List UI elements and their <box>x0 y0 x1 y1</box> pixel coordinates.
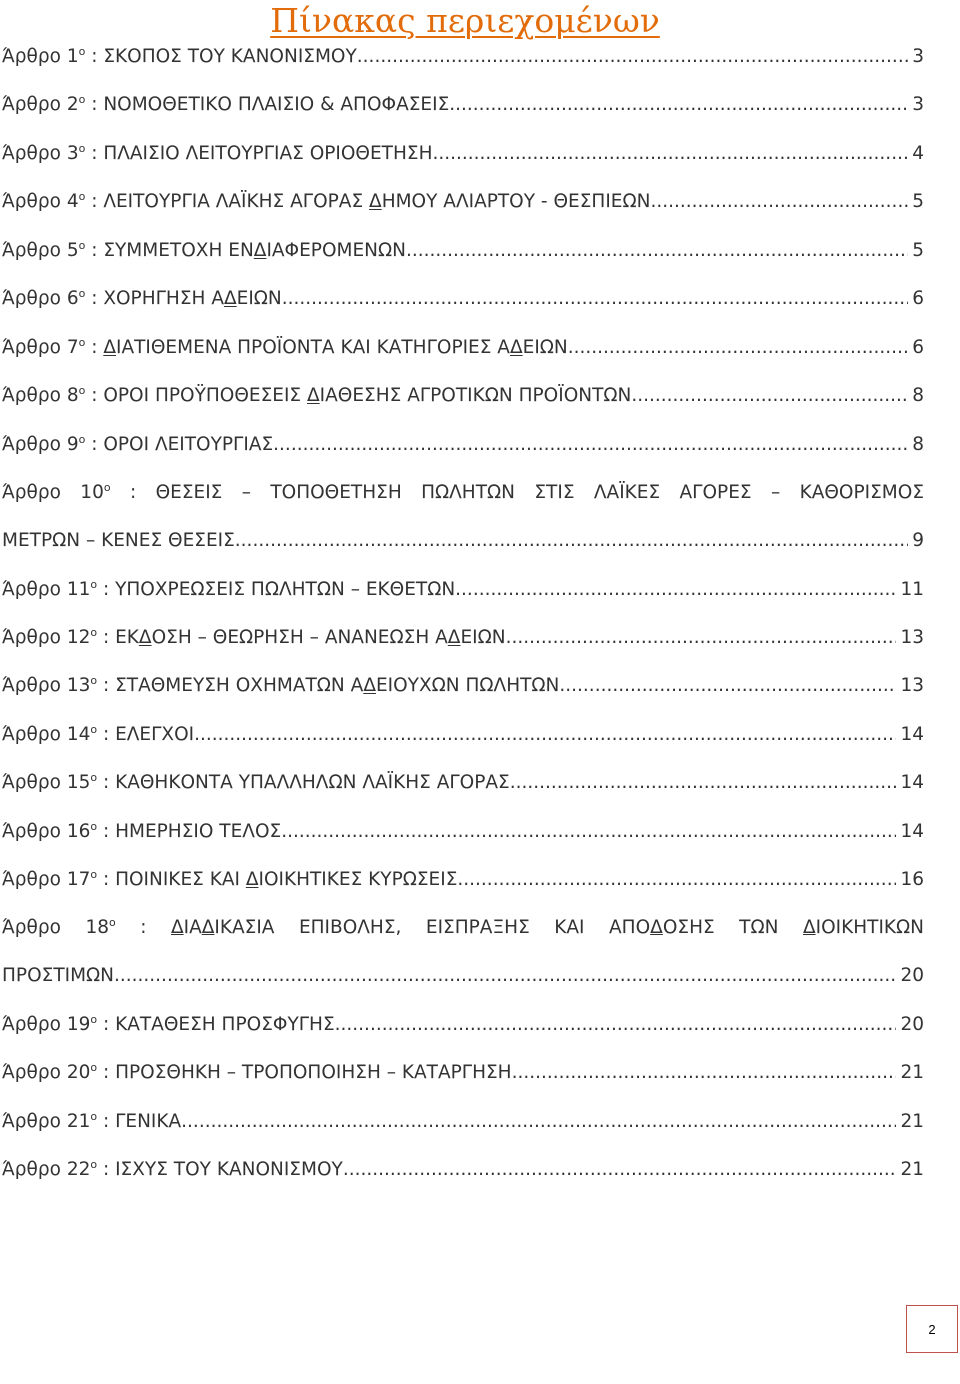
toc-entry-label: : ΟΡΟΙ ΛΕΙΤΟΥΡΓΙΑΣ <box>85 434 274 455</box>
toc-entry-label: : ΠΡΟΣΘΗΚΗ – ΤΡΟΠΟΠΟΙΗΣΗ – ΚΑΤΑΡΓΗΣΗ <box>97 1062 512 1083</box>
toc-entry-ordinal: ο <box>90 771 98 784</box>
toc-entry-prefix: Άρθρο 22 <box>2 1159 91 1180</box>
toc-entry-page: 6 <box>912 337 924 358</box>
toc-entry-1[interactable] <box>2 42 924 72</box>
toc-entry-prefix: Άρθρο 3 <box>2 143 79 164</box>
dot-leader <box>282 284 908 314</box>
dot-leader <box>194 720 896 750</box>
dot-leader <box>181 1107 896 1137</box>
toc-entry-page: 4 <box>912 143 924 164</box>
toc-entry-prefix: Άρθρο 8 <box>2 385 79 406</box>
toc-entry-label: : ΣΤΑΘΜΕΥΣΗ ΟΧΗΜΑΤΩΝ ΑΔΕΙΟΥΧΩΝ ΠΩΛΗΤΩΝ <box>97 675 560 696</box>
dot-leader <box>449 90 908 120</box>
dot-leader <box>235 526 908 556</box>
toc-entry-prefix: Άρθρο 19 <box>2 1014 91 1035</box>
toc-entry-page: 8 <box>912 385 924 406</box>
toc-entry-ordinal: ο <box>78 239 86 252</box>
toc-entry-8[interactable] <box>2 381 924 411</box>
toc-entry-ordinal: ο <box>90 820 98 833</box>
toc-entry-ordinal: ο <box>90 1013 98 1026</box>
toc-entry-ordinal: ο <box>78 190 86 203</box>
toc-entry-page: 13 <box>900 675 924 696</box>
dot-leader <box>457 865 896 895</box>
toc-entry-page: 16 <box>900 869 924 890</box>
toc-entry-ordinal: ο <box>90 723 98 736</box>
dot-leader <box>631 381 908 411</box>
toc-entry-ordinal: ο <box>78 336 86 349</box>
toc-entry-21[interactable] <box>2 1107 924 1137</box>
toc-entry-5[interactable] <box>2 236 924 266</box>
toc-entry-prefix: Άρθρο 13 <box>2 675 91 696</box>
toc-entry-label: : ΗΜΕΡΗΣΙΟ ΤΕΛΟΣ <box>97 821 282 842</box>
toc-entry-page: 3 <box>912 94 924 115</box>
toc-entry-17[interactable] <box>2 865 924 895</box>
toc-entry-ordinal: ο <box>90 626 98 639</box>
toc-entry-label: : ΙΣΧΥΣ ΤΟΥ ΚΑΝΟΝΙΣΜΟΥ <box>97 1159 343 1180</box>
dot-leader <box>343 1155 897 1185</box>
toc-entry-ordinal: ο <box>90 1061 98 1074</box>
dot-leader <box>510 768 897 798</box>
toc-entry-label: : ΛΕΙΤΟΥΡΓΙΑ ΛΑΪΚΗΣ ΑΓΟΡΑΣ ΔΗΜΟΥ ΑΛΙΑΡΤΟΥ - ΘΕΣΠΙΕΩΝ <box>85 191 651 212</box>
toc-entry-15[interactable] <box>2 768 924 798</box>
toc-entry-page: 5 <box>912 191 924 212</box>
toc-entry-ordinal: ο <box>78 384 86 397</box>
dot-leader <box>650 187 908 217</box>
toc-entry-prefix: Άρθρο 9 <box>2 434 79 455</box>
toc-entry-ordinal: ο <box>78 433 86 446</box>
toc-entry-prefix: Άρθρο 5 <box>2 240 79 261</box>
toc-entry-prefix: Άρθρο 17 <box>2 869 91 890</box>
toc-entry-prefix: Άρθρο 1 <box>2 46 79 67</box>
toc-entry-label: : ΣΚΟΠΟΣ ΤΟΥ ΚΑΝΟΝΙΣΜΟΥ <box>85 46 357 67</box>
toc-entry-page: 14 <box>900 772 924 793</box>
toc-entry-ordinal: ο <box>78 287 86 300</box>
toc-entry-prefix: Άρθρο 15 <box>2 772 91 793</box>
toc-entry-prefix: Άρθρο 18 <box>2 917 109 938</box>
toc-entry-ordinal: ο <box>90 578 98 591</box>
dot-leader <box>114 961 896 991</box>
dot-leader <box>559 671 896 701</box>
toc-entry-page: 21 <box>900 1062 924 1083</box>
toc-entry-page: 6 <box>912 288 924 309</box>
toc-entry-label: : ΓΕΝΙΚΑ <box>97 1111 182 1132</box>
toc-entry-label: : ΟΡΟΙ ΠΡΟΫΠΟΘΕΣΕΙΣ ΔΙΑΘΕΣΗΣ ΑΓΡΟΤΙΚΩΝ ΠΡΟΪΟΝΤΩΝ <box>85 385 632 406</box>
toc-entry-page: 13 <box>900 627 924 648</box>
toc-entry-prefix: Άρθρο 10 <box>2 482 104 503</box>
toc-entry-ordinal: ο <box>103 481 111 494</box>
toc-entry-12[interactable] <box>2 623 924 653</box>
toc-entry-page: 14 <box>900 724 924 745</box>
toc-entry-page: 14 <box>900 821 924 842</box>
toc-entry-page: 20 <box>900 965 924 986</box>
toc-entry-label: : ΥΠΟΧΡΕΩΣΕΙΣ ΠΩΛΗΤΩΝ – ΕΚΘΕΤΩΝ <box>97 579 456 600</box>
toc-entry-4[interactable] <box>2 187 924 217</box>
toc-entry-page: 11 <box>900 579 924 600</box>
toc-entry-prefix: Άρθρο 7 <box>2 337 79 358</box>
toc-entry-label: : ΧΟΡΗΓΗΣΗ ΑΔΕΙΩΝ <box>85 288 282 309</box>
dot-leader <box>568 333 908 363</box>
toc-entry-9[interactable] <box>2 430 924 460</box>
dot-leader <box>273 430 908 460</box>
toc-entry-label: : ΠΛΑΙΣΙΟ ΛΕΙΤΟΥΡΓΙΑΣ ΟΡΙΟΘΕΤΗΣΗ <box>85 143 433 164</box>
dot-leader <box>335 1010 897 1040</box>
toc-entry-label: : ΣΥΜΜΕΤΟΧΗ ΕΝΔΙΑΦΕΡΟΜΕΝΩΝ <box>85 240 406 261</box>
toc-entry-label: : ΝΟΜΟΘΕΤΙΚΟ ΠΛΑΙΣΙΟ & ΑΠΟΦΑΣΕΙΣ <box>85 94 450 115</box>
toc-entry-page: 3 <box>912 46 924 67</box>
toc-entry-13[interactable] <box>2 671 924 701</box>
toc-entry-3[interactable] <box>2 139 924 169</box>
toc-entry-continuation: ΜΕΤΡΩΝ – ΚΕΝΕΣ ΘΕΣΕΙΣ <box>2 530 235 551</box>
toc-entry-prefix: Άρθρο 14 <box>2 724 91 745</box>
toc-entry-20[interactable] <box>2 1058 924 1088</box>
page-number-box <box>906 1305 958 1353</box>
toc-entry-page: 20 <box>900 1014 924 1035</box>
toc-entry-7[interactable] <box>2 333 924 363</box>
page-number: 2 <box>928 1321 936 1337</box>
toc-entry-page: 21 <box>900 1111 924 1132</box>
toc-entry-11[interactable] <box>2 575 924 605</box>
toc-entry-continuation: ΠΡΟΣΤΙΜΩΝ <box>2 965 115 986</box>
toc-entry-prefix: Άρθρο 20 <box>2 1062 91 1083</box>
toc-entry-label: : ΚΑΤΑΘΕΣΗ ΠΡΟΣΦΥΓΗΣ <box>97 1014 335 1035</box>
toc-entry-18[interactable] <box>2 913 924 993</box>
dot-leader <box>406 236 908 266</box>
toc-entry-ordinal: ο <box>90 1110 98 1123</box>
toc-entry-prefix: Άρθρο 11 <box>2 579 91 600</box>
toc-entry-6[interactable] <box>2 284 924 314</box>
toc-entry-ordinal: ο <box>78 142 86 155</box>
toc-entry-label: : ΠΟΙΝΙΚΕΣ ΚΑΙ ΔΙΟΙΚΗΤΙΚΕΣ ΚΥΡΩΣΕΙΣ <box>97 869 458 890</box>
toc-entry-ordinal: ο <box>90 1158 98 1171</box>
toc-entry-label: : ΔΙΑΤΙΘΕΜΕΝΑ ΠΡΟΪΟΝΤΑ ΚΑΙ ΚΑΤΗΓΟΡΙΕΣ ΑΔΕΙΩΝ <box>85 337 568 358</box>
toc-entry-ordinal: ο <box>78 45 86 58</box>
toc-entry-22[interactable] <box>2 1155 924 1185</box>
toc-entry-16[interactable] <box>2 817 924 847</box>
dot-leader <box>506 623 897 653</box>
toc-entry-ordinal: ο <box>78 93 86 106</box>
toc-entry-prefix: Άρθρο 4 <box>2 191 79 212</box>
dot-leader <box>357 42 908 72</box>
toc-entry-2[interactable] <box>2 90 924 120</box>
toc-entry-14[interactable] <box>2 720 924 750</box>
toc-entry-prefix: Άρθρο 6 <box>2 288 79 309</box>
toc-entry-page: 8 <box>912 434 924 455</box>
toc-entry-prefix: Άρθρο 2 <box>2 94 79 115</box>
toc-entry-ordinal: ο <box>90 868 98 881</box>
toc-entry-ordinal: ο <box>90 674 98 687</box>
toc-entry-ordinal: ο <box>108 916 116 929</box>
toc-entry-prefix: Άρθρο 16 <box>2 821 91 842</box>
dot-leader <box>512 1058 897 1088</box>
toc-entry-label: : ΚΑΘΗΚΟΝΤΑ ΥΠΑΛΛΗΛΩΝ ΛΑΪΚΗΣ ΑΓΟΡΑΣ <box>97 772 510 793</box>
dot-leader <box>433 139 909 169</box>
toc-entry-page: 21 <box>900 1159 924 1180</box>
toc-entry-10[interactable] <box>2 478 924 558</box>
toc-entry-page: 9 <box>912 530 924 551</box>
toc-entry-label: : ΔΙΑΔΙΚΑΣΙΑ ΕΠΙΒΟΛΗΣ, ΕΙΣΠΡΑΞΗΣ ΚΑΙ ΑΠΟΔΟΣΗΣ ΤΩΝ ΔΙΟΙΚΗΤΙΚΩΝ <box>115 917 925 938</box>
toc-entry-prefix: Άρθρο 21 <box>2 1111 91 1132</box>
toc-entry-19[interactable] <box>2 1010 924 1040</box>
toc-entry-page: 5 <box>912 240 924 261</box>
page-title: Πίνακας περιεχομένων <box>270 1 660 40</box>
toc-entry-label: : ΕΛΕΓΧΟΙ <box>97 724 195 745</box>
toc-entry-label: : ΘΕΣΕΙΣ – ΤΟΠΟΘΕΤΗΣΗ ΠΩΛΗΤΩΝ ΣΤΙΣ ΛΑΪΚΕΣ ΑΓΟΡΕΣ – ΚΑΘΟΡΙΣΜΟΣ <box>110 482 925 503</box>
dot-leader <box>281 817 896 847</box>
toc-entry-prefix: Άρθρο 12 <box>2 627 91 648</box>
dot-leader <box>455 575 896 605</box>
toc-entry-label: : ΕΚΔΟΣΗ – ΘΕΩΡΗΣΗ – ΑΝΑΝΕΩΣΗ ΑΔΕΙΩΝ <box>97 627 506 648</box>
